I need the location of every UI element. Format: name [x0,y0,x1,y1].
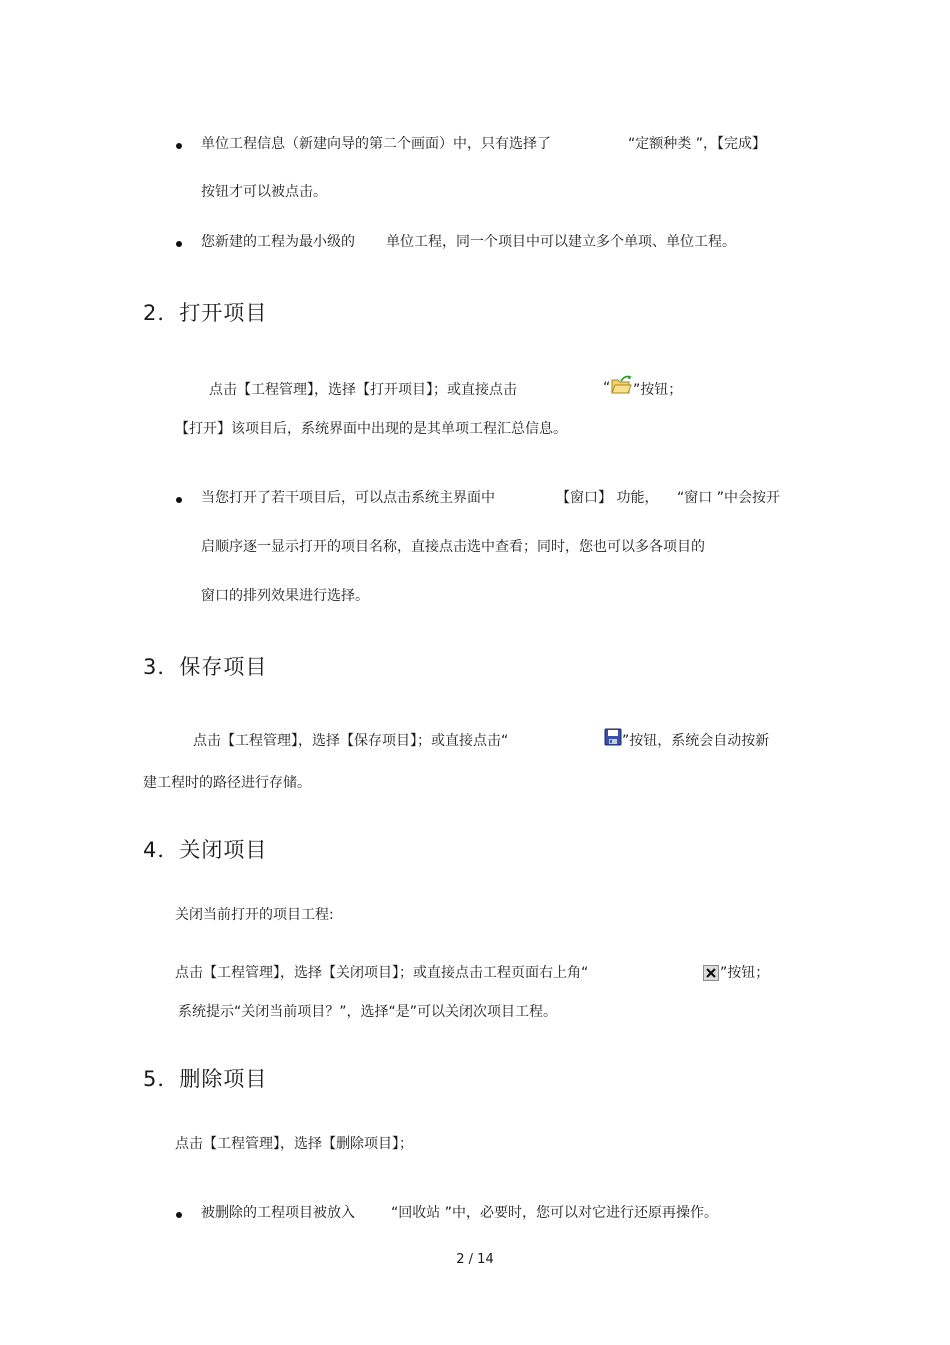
bullet-dot [176,1212,182,1218]
paragraph-text: 点击【工程管理】，选择【打开项目】；或直接点击 [209,382,517,398]
paragraph-text: 系统提示“关闭当前项目？”，选择“是”可以关闭次项目工程。 [178,1004,558,1020]
page-number: 2 / 14 [456,1252,494,1267]
paragraph-text: 点击【工程管理】，选择【删除项目】； [175,1136,413,1152]
bullet-dot [176,143,182,149]
paragraph-text: 建工程时的路径进行存储。 [143,775,311,791]
bullet-text: 窗口的排列效果进行选择。 [201,588,369,604]
bullet-dot [176,241,182,247]
paragraph-text: ”按钮； [720,965,770,981]
paragraph-text: ”按钮； [633,382,683,398]
paragraph-text: 关闭当前打开的项目工程: [175,907,334,923]
bullet-text: 启顺序逐一显示打开的项目名称，直接点击选中查看；同时，您也可以多各项目的 [201,539,705,555]
paragraph-text: ”按钮，系统会自动按新 [622,733,770,749]
bullet-text: “定额种类 ”，【完成】 [628,136,766,152]
bullet-text: 当您打开了若干项目后，可以点击系统主界面中 [201,490,495,506]
close-x-icon [703,965,719,981]
bullet-text: “窗口 ”中会按开 [677,490,780,506]
bullet-text: 您新建的工程为最小级的 [201,234,355,250]
open-folder-icon [610,374,632,396]
save-disk-icon [604,728,622,746]
section-heading: 3．保存项目 [143,655,268,679]
bullet-text: 【窗口】 功能， [556,490,659,506]
section-heading: 4．关闭项目 [143,838,268,862]
bullet-dot [176,497,182,503]
bullet-text: “回收站 ”中，必要时，您可以对它进行还原再操作。 [391,1205,718,1221]
bullet-text: 单位工程信息（新建向导的第二个画面）中，只有选择了 [201,136,551,152]
paragraph-text: 点击【工程管理】，选择【关闭项目】；或直接点击工程页面右上角“ [175,965,589,981]
bullet-text: 被删除的工程项目被放入 [201,1205,355,1221]
section-heading: 2．打开项目 [143,301,268,325]
section-heading: 5．删除项目 [143,1067,268,1091]
paragraph-text: 点击【工程管理】，选择【保存项目】；或直接点击“ [193,733,509,749]
paragraph-text: “ [603,380,611,396]
paragraph-text: 【打开】该项目后，系统界面中出现的是其单项工程汇总信息。 [175,421,567,437]
bullet-text: 单位工程，同一个项目中可以建立多个单项、单位工程。 [386,234,736,250]
bullet-text: 按钮才可以被点击。 [201,184,327,200]
